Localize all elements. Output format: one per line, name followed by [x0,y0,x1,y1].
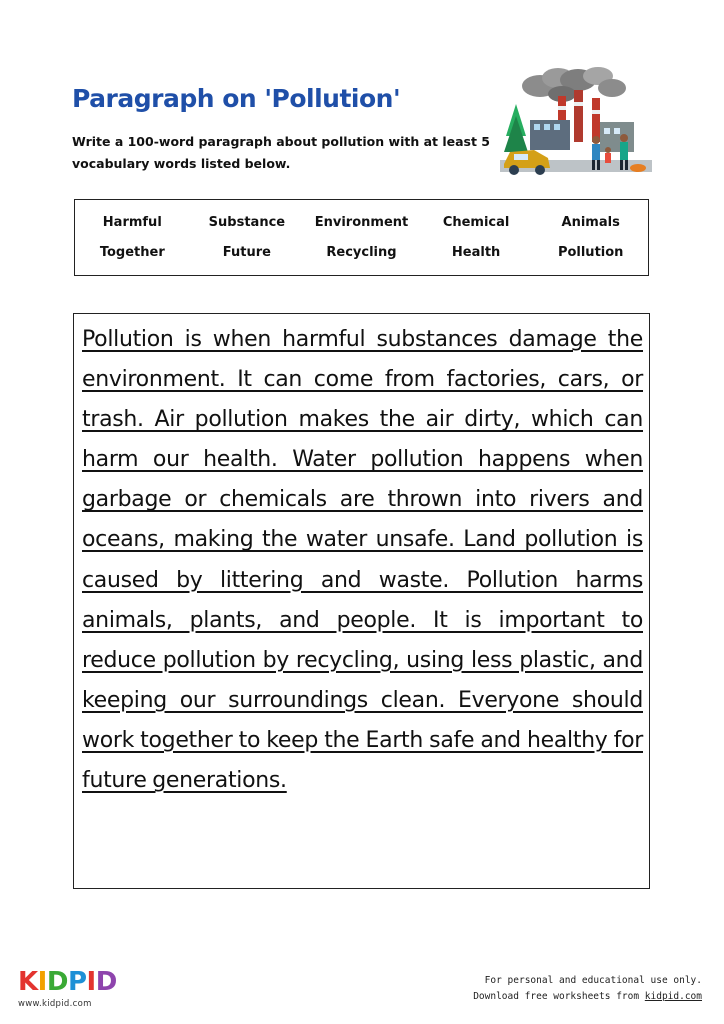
factory [530,90,634,152]
kidpid-logo [18,967,118,1011]
vocab-word: Animals [561,214,620,230]
vocab-word: Recycling [326,245,397,261]
worksheet-instructions: Write a 100-word paragraph about pollution with at least 5 vocabulary words listed below. [72,134,490,171]
vocabulary-box [74,199,649,276]
vocab-word: Substance [208,214,286,230]
footer-line-2-prefix: Download free worksheets from [473,991,645,1002]
footer-line-1: For personal and educational use only. [484,975,702,986]
paragraph-text: Pollution is when harmful substances damage the environment. It can come from factories, cars, or trash. Air pollution makes the air dirty, which can harm our health. Water pollution happens when garbage or chemicals are thrown into rivers and oceans, making the water unsafe. Land pollution is caused by littering and waste. Pollution harms animals, plants, and people. It is important to reduce pollution by recycling, using less plastic, and keeping our surroundings clean. Everyone should work together to keep the Earth safe and healthy for future generations. [82,327,643,794]
pollution-illustration [500,64,652,182]
vocab-word: Harmful [102,214,162,230]
vocab-word: Future [222,245,271,261]
vocab-word: Pollution [557,245,624,261]
logo-url[interactable]: www.kidpid.com [18,999,92,1009]
footer-note [473,973,702,1005]
vocab-word: Chemical [442,214,510,230]
worksheet-title: Paragraph on 'Pollution' [72,84,401,113]
vocab-word: Health [451,245,501,261]
vocab-word: Environment [314,214,409,230]
vocab-word: Together [99,245,165,261]
footer-line-2 [473,989,702,1005]
paragraph-box [73,313,650,889]
logo-mark: KIDPID [18,967,117,997]
footer-link[interactable]: kidpid.com [644,991,702,1002]
